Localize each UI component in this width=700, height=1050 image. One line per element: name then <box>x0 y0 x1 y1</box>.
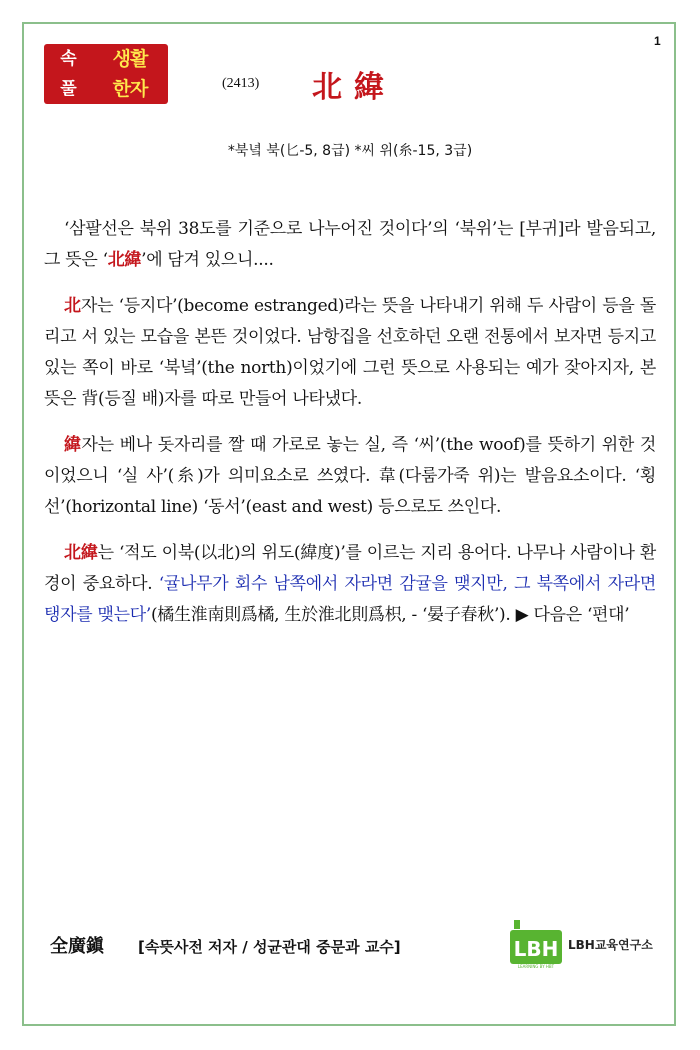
paragraph-4 <box>44 538 656 631</box>
text-span: 는 ‘적도 이북(以北)의 위도(緯度)’를 이르는 지리 용어다. 나무나 사람이나 환경이 중요하다. <box>44 543 656 594</box>
logo-char: 생활 <box>112 47 148 70</box>
series-logo <box>44 44 168 104</box>
page-number: 1 <box>654 34 661 48</box>
article-code: (2413) <box>222 76 260 91</box>
highlight-term: 北緯 <box>64 543 98 563</box>
logo-char: 풀 <box>60 78 76 99</box>
page-title: 北緯 <box>312 70 396 105</box>
author-description: [속뜻사전 저자 / 성균관대 중문과 교수] <box>138 938 401 956</box>
highlight-term: 北 <box>64 296 81 316</box>
proverb-quote: ‘귤나무가 회수 남쪽에서 자라면 감귤을 맺지만, 그 북쪽에서 자라면 탱자를 맺는다’ <box>44 574 656 625</box>
highlight-term: 北緯 <box>107 250 142 270</box>
text-span: ‘삼팔선은 북위 38도를 기준으로 나누어진 것이다’의 ‘북위’는 [부귀]라 발음되고, 그 뜻은 ‘ <box>44 219 656 270</box>
paragraph-2 <box>44 291 656 415</box>
article-body <box>44 214 656 646</box>
author-name: 全廣鎭 <box>50 936 104 957</box>
text-span: 자는 ‘등지다’(become estranged)라는 뜻을 나타내기 위해 두 사람이 등을 돌리고 서 있는 모습을 본뜬 것이었다. 남항집을 선호하던 오랜 전통에서 보자면 등지고 있는 쪽이 바로 ‘북녘’(the north)이었기에 그런 뜻으로 사용되는 예가 잦아지자, 본뜻은 背(등질 배)자를 따로 만들어 나타냈다. <box>44 296 656 409</box>
character-info: *북녘 북(匕-5, 8급) *씨 위(糸-15, 3급) <box>227 143 473 159</box>
logo-char: 속 <box>60 48 76 69</box>
highlight-term: 緯 <box>64 435 82 455</box>
paragraph-1 <box>44 214 656 276</box>
text-span: ’에 담겨 있으니.... <box>141 250 274 270</box>
logo-text: LBH <box>513 937 559 961</box>
paragraph-3 <box>44 430 656 523</box>
logo-char: 한자 <box>112 77 148 100</box>
logo-tagline: LEARNING BY HBT <box>517 964 555 969</box>
lbh-logo-icon <box>508 918 564 970</box>
text-span: 자는 베나 돗자리를 짤 때 가로로 놓는 실, 즉 ‘씨’(the woof)를 뜻하기 위한 것이었으니 ‘실 사’(糸)가 의미요소로 쓰였다. 韋(다룸가죽 위)는 발음요소이다. ‘횡선’(horizontal line) ‘동서’(east and west) 등으로도 쓰인다. <box>44 435 656 517</box>
text-span: (橘生淮南則爲橘, 生於淮北則爲枳, - ‘晏子春秋’). ▶ 다음은 ‘편대’ <box>150 605 630 625</box>
organization-name: LBH교육연구소 <box>568 938 653 952</box>
